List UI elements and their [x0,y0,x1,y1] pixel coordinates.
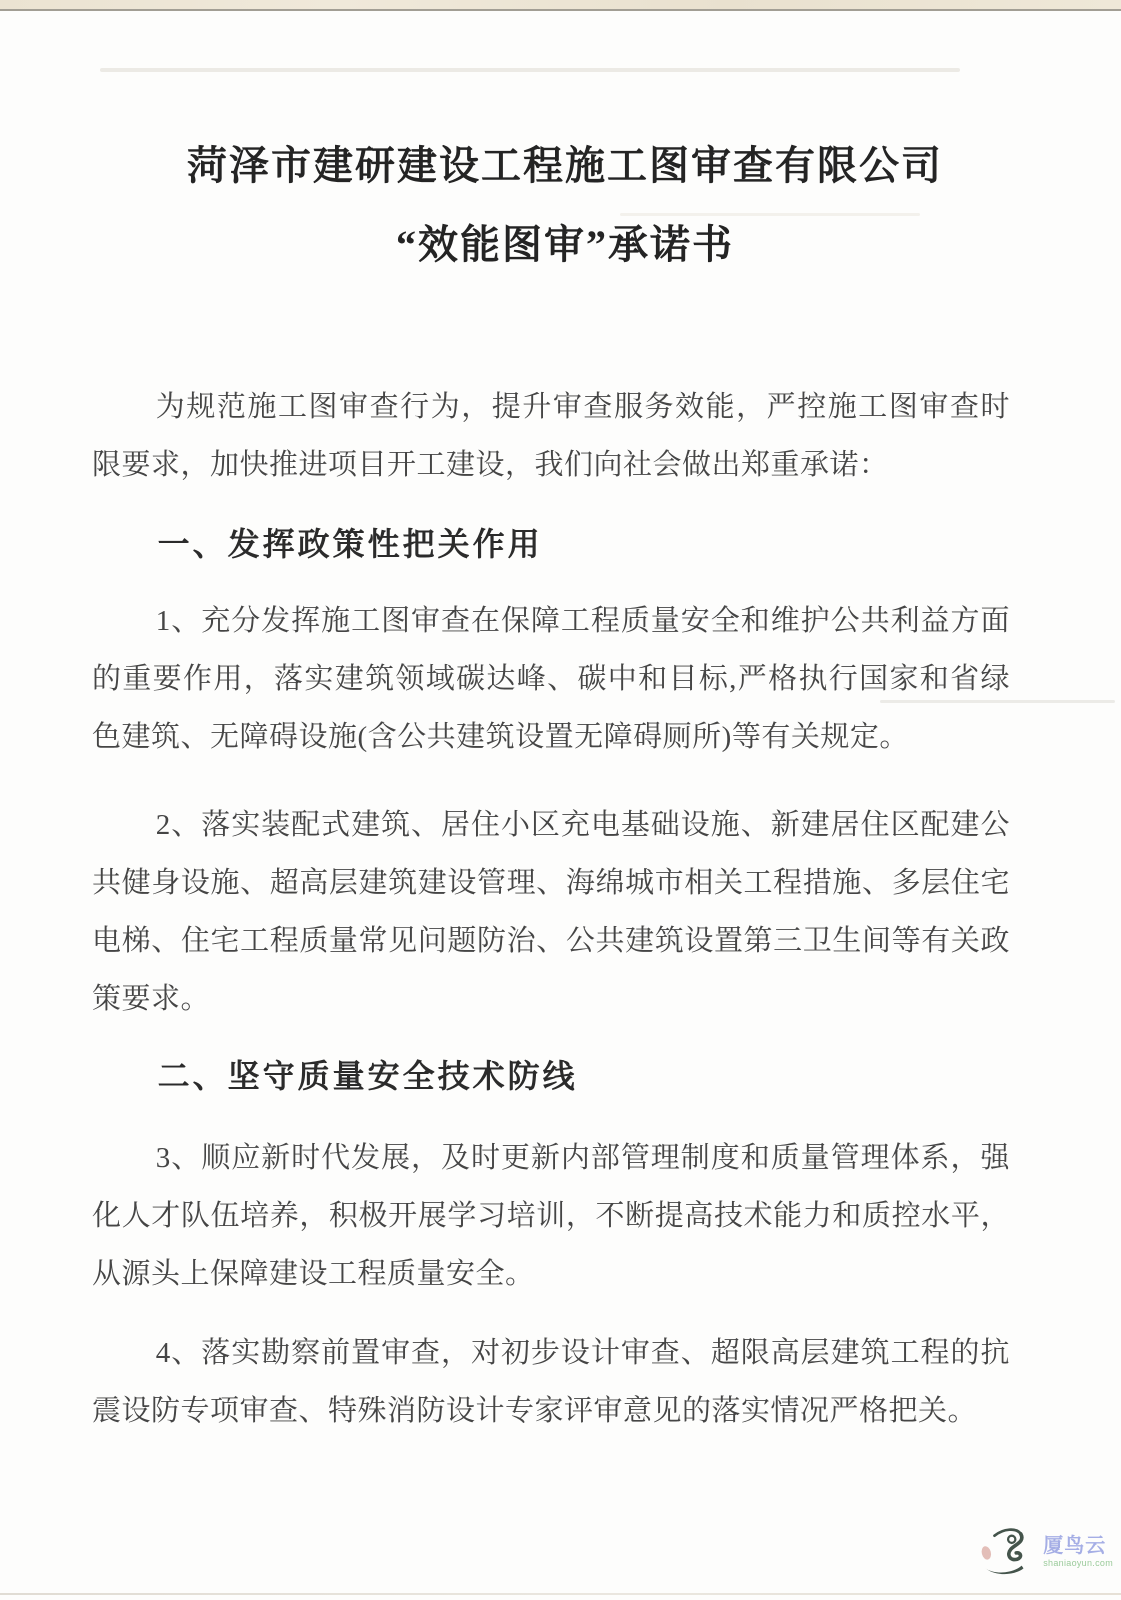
section-2-item-2: 4、落实勘察前置审查，对初步设计审查、超限高层建筑工程的抗震设防专项审查、特殊消防设计专家评审意见的落实情况严格把关。 [92,1337,1010,1427]
document-content [0,140,1121,1440]
bird-tail-swoosh [986,1566,1024,1575]
section-1-heading: 一、发挥政策性把关作用 [157,526,543,562]
watermark-logo [980,1524,1113,1580]
watermark-text-block [1043,1535,1113,1569]
seal-dot-icon [981,1545,993,1560]
document-title-line2: “效能图审”承诺书 [396,222,734,267]
section-1-item-1: 1、充分发挥施工图审查在保障工程质量安全和维护公共利益方面的重要作用，落实建筑领域碳达峰、碳中和目标,严格执行国家和省绿色建筑、无障碍设施(含公共建筑设置无障碍厕所)等有关规定。 [92,605,1010,753]
scan-paper-top-edge [0,0,1121,11]
watermark-brand-text: 厦鸟云 [1043,1535,1107,1557]
scan-artifact-streak [100,68,960,72]
bird-crest-stroke [995,1530,1021,1536]
section-1-item-2: 2、落实装配式建筑、居住小区充电基础设施、新建居住区配建公共健身设施、超高层建筑建设管理、海绵城市相关工程措施、多层住宅电梯、住宅工程质量常见问题防治、公共建筑设置第三卫生间等有关政策要求。 [92,809,1010,1015]
section-2-heading: 二、坚守质量安全技术防线 [157,1058,578,1094]
watermark-domain-text: shaniaoyun.com [1043,1558,1113,1568]
intro-paragraph: 为规范施工图审查行为，提升审查服务效能，严控施工图审查时限要求，加快推进项目开工建设，我们向社会做出郑重承诺： [92,391,1010,481]
scan-paper-bottom-edge [0,1593,1121,1595]
document-title-line1: 菏泽市建研建设工程施工图审查有限公司 [187,143,943,188]
bird-eye-icon [1008,1536,1015,1543]
section-2-item-1: 3、顺应新时代发展，及时更新内部管理制度和质量管理体系，强化人才队伍培养，积极开展学习培训，不断提高技术能力和质控水平，从源头上保障建设工程质量安全。 [92,1142,1010,1290]
bird-calligraphy-icon [980,1524,1038,1580]
